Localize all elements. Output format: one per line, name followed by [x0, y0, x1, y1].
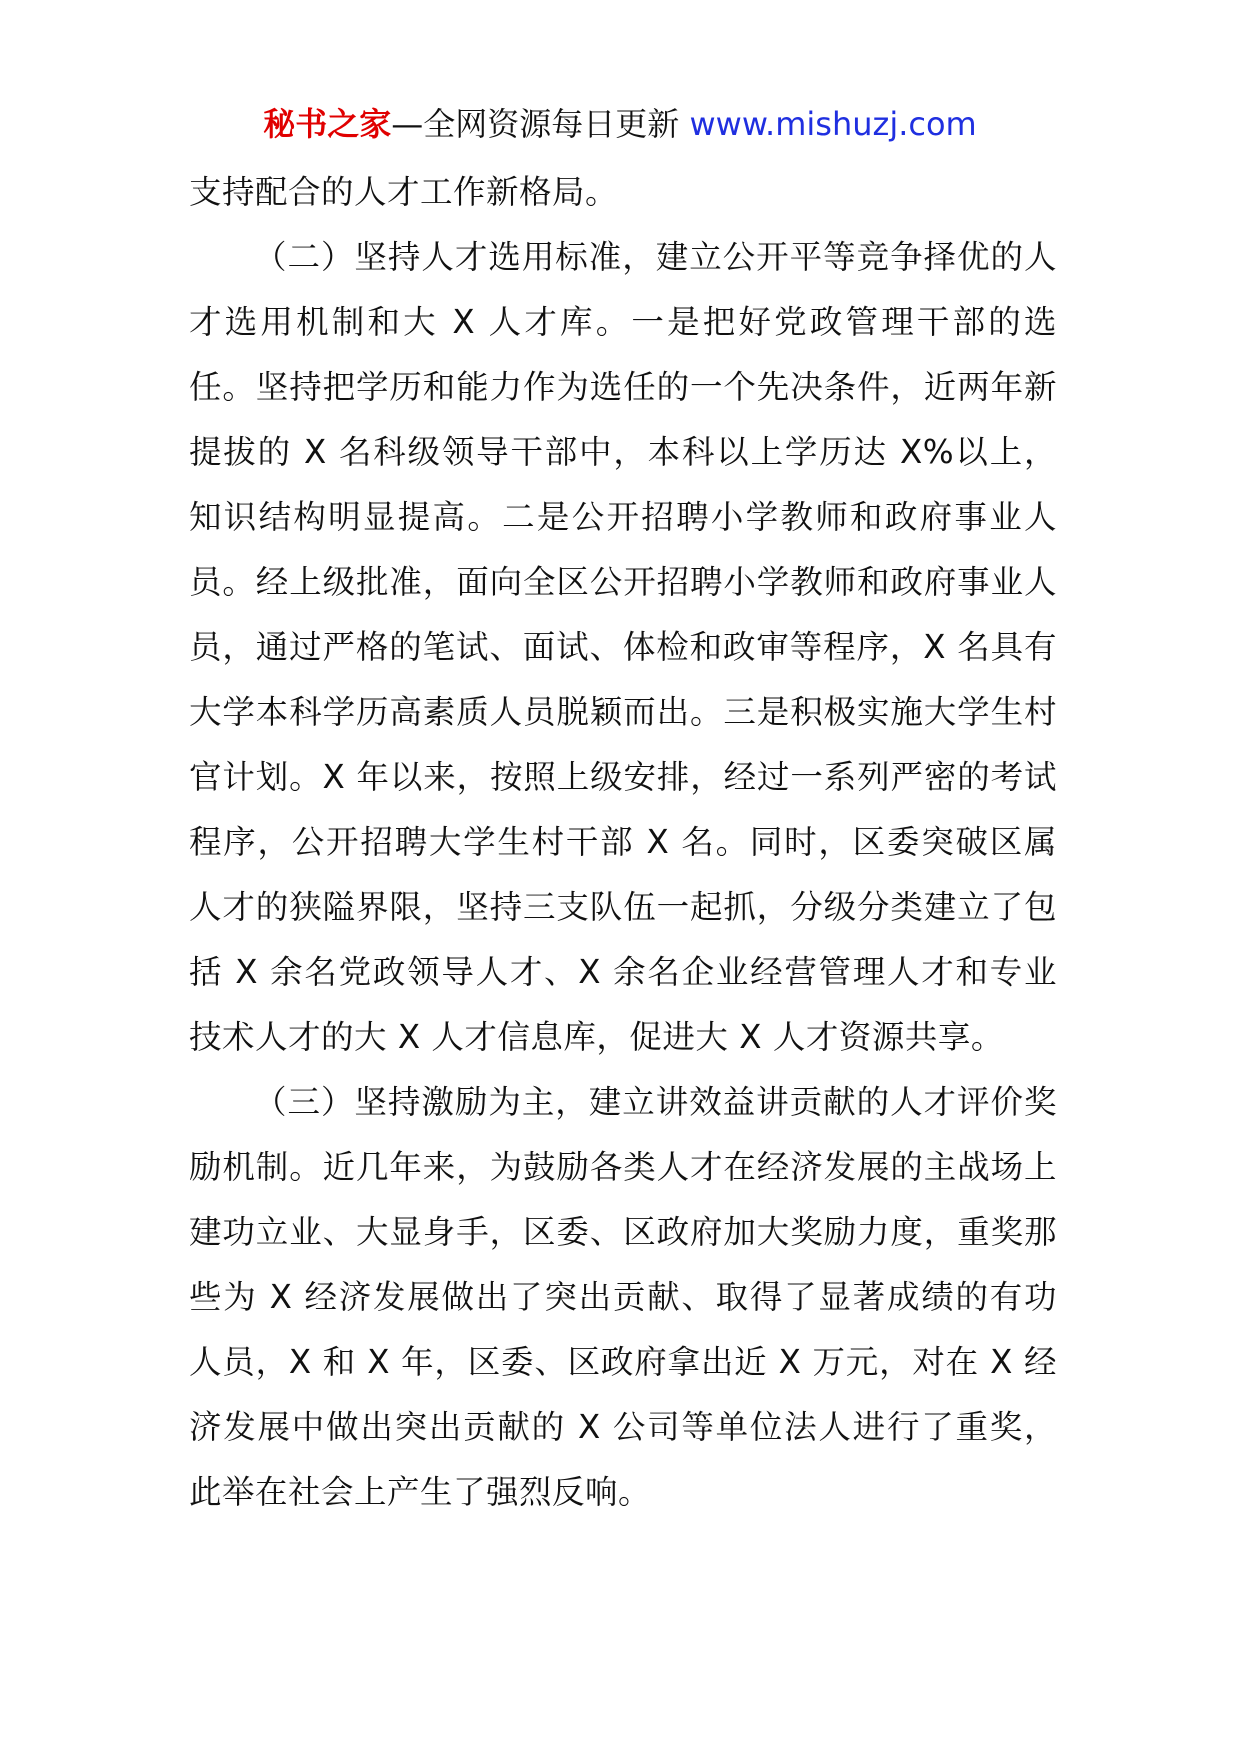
brand-name: 秘书之家: [263, 105, 392, 143]
site-header: [0, 100, 1240, 148]
document-body: [189, 160, 1057, 1525]
paragraph-section-2: （二）坚持人才选用标准，建立公开平等竞争择优的人才选用机制和大 X 人才库。一是把好党政管理干部的选任。坚持把学历和能力作为选任的一个先决条件，近两年新提拔的 X 名科级领导干部中，本科以上学历达 X%以上，知识结构明显提高。二是公开招聘小学教师和政府事业人员。经上级批准，面向全区公开招聘小学教师和政府事业人员，通过严格的笔试、面试、体检和政审等程序，X 名具有大学本科学历高素质人员脱颖而出。三是积极实施大学生村官计划。X 年以来，按照上级安排，经过一系列严密的考试程序，公开招聘大学生村干部 X 名。同时，区委突破区属人才的狭隘界限，坚持三支队伍一起抓，分级分类建立了包括 X 余名党政领导人才、X 余名企业经营管理人才和专业技术人才的大 X 人才信息库，促进大 X 人才资源共享。: [189, 238, 1057, 1056]
paragraph-section-3: （三）坚持激励为主，建立讲效益讲贡献的人才评价奖励机制。近几年来，为鼓励各类人才在经济发展的主战场上建功立业、大显身手，区委、区政府加大奖励力度，重奖那些为 X 经济发展做出了突出贡献、取得了显著成绩的有功人员，X 和 X 年，区委、区政府拿出近 X 万元，对在 X 经济发展中做出突出贡献的 X 公司等单位法人进行了重奖，此举在社会上产生了强烈反响。: [189, 1083, 1057, 1511]
paragraph-continuation: 支持配合的人才工作新格局。: [189, 173, 619, 211]
site-url-link[interactable]: www.mishuzj.com: [689, 105, 977, 143]
header-tagline: —全网资源每日更新: [391, 105, 680, 143]
